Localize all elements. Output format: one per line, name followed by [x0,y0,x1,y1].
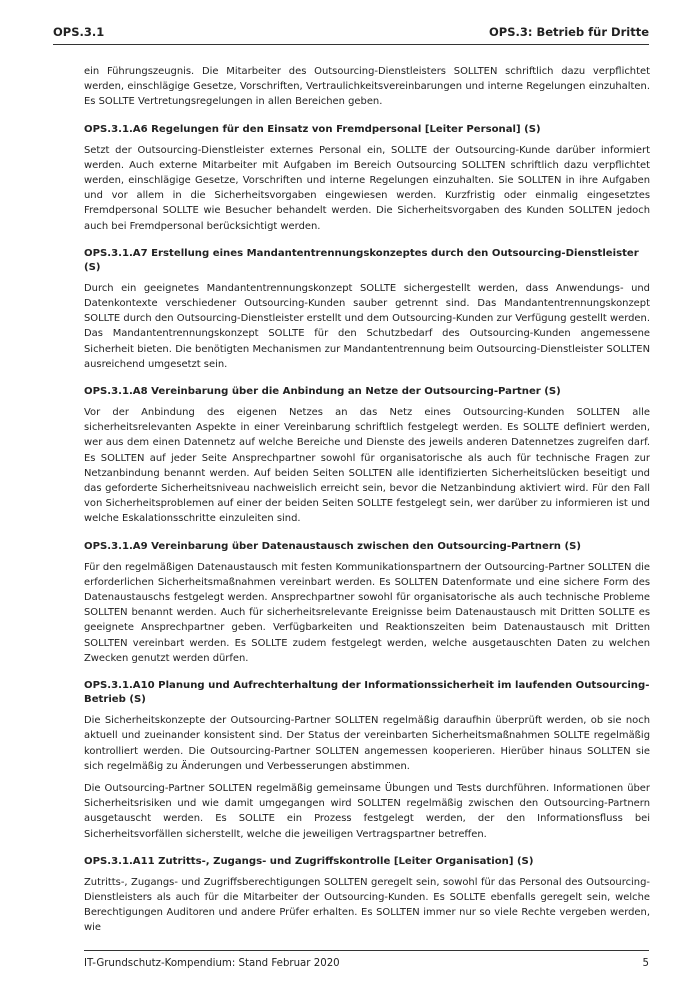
chapter-title: OPS.3: Betrieb für Dritte [489,25,649,39]
section-a10-title: OPS.3.1.A10 Planung und Aufrechterhaltung der Informationssicherheit im laufenden Outsourcing-Betrieb (S) [84,680,650,706]
section-a10-paragraph-1: Die Sicherheitskonzepte der Outsourcing-Partner SOLLTEN regelmäßig daraufhin überprüft werden, ob sie noch aktuell und zueinander konsistent sind. Der Status der vereinbarten Sicherheitsmaßnahmen SOLLTE regelmäßig kontrolliert werden. Die Outsourcing-Partner SOLLTEN angemessen kooperieren. Hierüber hinaus SOLLTEN sie sich regelmäßig zu Änderungen und Verbesserungen abstimmen. [84,715,650,772]
section-a11-paragraph: Zutritts-, Zugangs- und Zugriffsberechtigungen SOLLTEN geregelt sein, sowohl für das Personal des Outsourcing-Dienstleisters als auch für die Mitarbeiter der Outsourcing-Kunden. Es SOLLTE ebenfalls geregelt sein, welche Berechtigungen Auditoren und andere Prüfer erhalten. Es SOLLTEN immer nur so viele Rechte vergeben werden, wie [84,876,650,934]
page-content [84,64,650,943]
section-a11-title: OPS.3.1.A11 Zutritts-, Zugangs- und Zugriffskontrolle [Leiter Organisation] (S) [84,855,534,867]
section-a7-title: OPS.3.1.A7 Erstellung eines Mandantentrennungskonzeptes durch den Outsourcing-Dienstleister (S) [84,247,639,273]
section-a9-title: OPS.3.1.A9 Vereinbarung über Datenaustausch zwischen den Outsourcing-Partnern (S) [84,540,582,552]
section-a6-title: OPS.3.1.A6 Regelungen für den Einsatz von Fremdpersonal [Leiter Personal] (S) [84,123,541,135]
footer-source: IT-Grundschutz-Kompendium: Stand Februar 2020 [84,958,340,969]
section-a10-paragraph-2: Die Outsourcing-Partner SOLLTEN regelmäßig gemeinsame Übungen und Tests durchführen. Informationen über Sicherheitsrisiken und wie damit umgegangen wird SOLLTEN regelmäßig zwischen den Outsourcing-Partnern ausgetauscht werden. Es SOLLTE ein Prozess festgelegt werden, der den Informationsfluss bei Sicherheitsvorfällen sicherstellt, welche die jeweiligen Vertragspartner betreffen. [84,782,650,840]
section-a7-paragraph: Durch ein geeignetes Mandantentrennungskonzept SOLLTE sichergestellt werden, dass Anwendungs- und Datenkontexte verschiedener Outsourcing-Kunden sauber getrennt sind. Das Mandantentrennungskonzept SOLLTE durch den Outsourcing-Dienstleister erstellt und dem Outsourcing-Kunden zur Verfügung gestellt werden. Das Mandantentrennungskonzept SOLLTE für den Schutzbedarf des Outsourcing-Kunden angemessene Sicherheit bieten. Die benötigten Mechanismen zur Mandantentrennung beim Outsourcing-Dienstleister SOLLTEN ausreichend umgesetzt sein. [84,282,650,370]
module-id: OPS.3.1 [53,25,105,39]
page-header [53,22,649,45]
section-a6-paragraph: Setzt der Outsourcing-Dienstleister externes Personal ein, SOLLTE der Outsourcing-Kunde darüber informiert werden. Auch externe Mitarbeiter mit Aufgaben im Bereich Outsourcing SOLLTEN schriftlich dazu verpflichtet werden, einschlägige Gesetze, Vorschriften und interne Regelungen einzuhalten. Sie SOLLTEN in ihre Aufgaben und vor allem in die Sicherheitsvorgaben eingewiesen werden. Kurzfristig oder einmalig eingesetztes Fremdpersonal SOLLTE wie Besucher behandelt werden. Die Sicherheitsvorgaben des Kunden SOLLTEN jedoch auch bei Fremdpersonal berücksichtigt werden. [84,144,650,232]
section-a8-title: OPS.3.1.A8 Vereinbarung über die Anbindung an Netze der Outsourcing-Partner (S) [84,386,561,398]
intro-paragraph: ein Führungszeugnis. Die Mitarbeiter des Outsourcing-Dienstleisters SOLLTEN schriftlich dazu verpflichtet werden, einschlägige Gesetze, Vorschriften, Vertraulichkeitsvereinbarungen und interne Regelungen einzuhalten. Es SOLLTE Vertretungsregelungen in allen Bereichen geben. [84,66,650,108]
section-a8-paragraph: Vor der Anbindung des eigenen Netzes an das Netz eines Outsourcing-Kunden SOLLTEN alle sicherheitsrelevanten Aspekte in einer Vereinbarung schriftlich festgelegt werden. Es SOLLTE definiert werden, wer aus dem einen Datennetz auf welche Bereiche und Dienste des jeweils anderen Datennetzes zugreifen darf. Es SOLLTEN auf jeder Seite Ansprechpartner sowohl für organisatorische als auch für technische Fragen zur Netzanbindung benannt werden. Auf beiden Seiten SOLLTEN alle identifizierten Sicherheitslücken beseitigt und das geforderte Sicherheitsniveau nachweislich erreicht sein, bevor die Netzanbindung aktiviert wird. Für den Fall von Sicherheitsproblemen auf einer der beiden Seiten SOLLTE festgelegt sein, wer darüber zu informieren ist und welche Eskalationsschritte einzuleiten sind. [84,407,650,525]
section-a9-paragraph: Für den regelmäßigen Datenaustausch mit festen Kommunikationspartnern der Outsourcing-Partner SOLLTEN die erforderlichen Sicherheitsmaßnahmen vereinbart werden. Es SOLLTEN Datenformate und eine sichere Form des Datenaustauschs festgelegt werden. Ansprechpartner sowohl für organisatorische als auch technische Probleme SOLLTEN benannt werden. Auch für sicherheitsrelevante Ereignisse beim Datenaustausch mit Dritten SOLLTE es geeignete Ansprechpartner geben. Verfügbarkeiten und Reaktionszeiten beim Datenaustausch mit Dritten SOLLTEN vereinbart werden. Es SOLLTE zudem festgelegt werden, welche ausgetauschten Daten zu welchen Zwecken genutzt werden dürfen. [84,561,650,664]
page-footer [84,950,649,975]
page-number: 5 [642,958,649,969]
